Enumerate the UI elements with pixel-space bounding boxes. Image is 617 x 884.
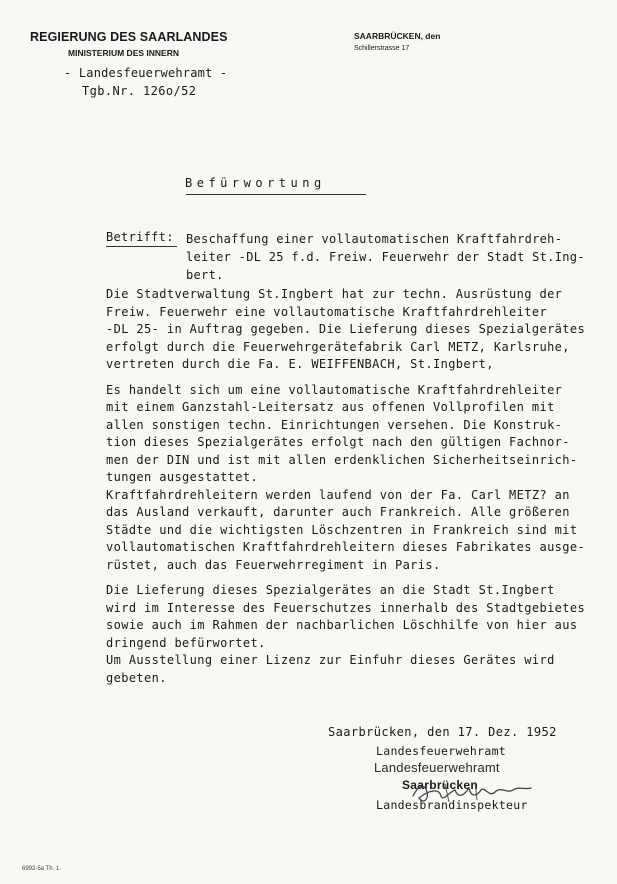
body-line: vollautomatischen Kraftfahrdrehleitern dieses Fabrikates ausge- (106, 540, 586, 554)
paragraph (106, 286, 606, 374)
signatory-office: Landesfeuerwehramt (376, 744, 507, 758)
body-line: Es handelt sich um eine vollautomatische Kraftfahrdrehleiter (106, 382, 563, 397)
body-line: men der DIN und ist mit allen erdenklichen Sicherheitseinrich- (106, 452, 578, 467)
body-line: dringend befürwortet. (106, 635, 266, 650)
print-code: 6992-5a Th. 1. (22, 866, 61, 872)
date-line: Saarbrücken, den 17. Dez. 1952 (328, 725, 557, 739)
body-line: Freiw. Feuerwehr eine vollautomatische Kraftfahrdrehleiter (106, 304, 548, 319)
body-line: das Ausland verkauft, darunter auch Frankreich. Alle größeren (106, 505, 570, 519)
subject-line: leiter -DL 25 f.d. Freiw. Feuerwehr der Stadt St.Ing- (186, 250, 585, 264)
body-line: Die Stadtverwaltung St.Ingbert hat zur techn. Ausrüstung der (106, 287, 563, 301)
body-line: sowie auch im Rahmen der nachbarlichen Löschhilfe von hier aus (106, 618, 578, 632)
body-line: allen sonstigen techn. Einrichtungen versehen. Die Konstruk- (106, 417, 563, 432)
subject-label: Betrifft: (106, 230, 174, 244)
stamp-city: Saarbrücken (402, 778, 479, 792)
letterhead-city: SAARBRÜCKEN, den (354, 31, 441, 41)
body-line: Um Ausstellung einer Lizenz zur Einfuhr dieses Gerätes wird (106, 653, 555, 667)
signatory-title: Landesbrandinspekteur (376, 798, 528, 812)
body-line: Die Lieferung dieses Spezialgerätes an die Stadt St.Ingbert (106, 583, 555, 597)
body-line: vertreten durch die Fa. E. WEIFFENBACH, St.Ingbert, (106, 357, 494, 371)
body-line: -DL 25- in Auftrag gegeben. Die Lieferung dieses Spezialgerätes (106, 322, 586, 336)
body-line: Städte und die wichtigsten Löschzentren in Frankreich sind mit (106, 522, 578, 537)
letter-body (106, 286, 606, 687)
body-line: gebeten. (106, 670, 167, 685)
letterhead-street: Schillerstrasse 17 (354, 45, 410, 52)
organization-name: REGIERUNG DES SAARLANDES (30, 30, 228, 44)
subject-line: bert. (186, 268, 224, 282)
body-line: Kraftfahrdrehleitern werden laufend von der Fa. Carl METZ? an (106, 487, 570, 502)
body-line: rüstet, auch das Feuerwehrregiment in Paris. (106, 557, 441, 572)
title-underline (186, 194, 366, 195)
subject-line: Beschaffung einer vollautomatischen Kraftfahrdreh- (186, 232, 563, 246)
office-name: - Landesfeuerwehramt - (64, 66, 228, 80)
ministry-name: MINISTERIUM DES INNERN (68, 48, 179, 58)
subject-underline (106, 246, 177, 247)
document-title: Befürwortung (185, 176, 326, 190)
body-line: tungen ausgestattet. (106, 470, 259, 484)
paragraph (106, 582, 606, 687)
body-line: erfolgt durch die Feuerwehrgerätefabrik Carl METZ, Karlsruhe, (106, 339, 570, 354)
reference-number: Tgb.Nr. 126o/52 (82, 84, 197, 98)
paragraph (106, 382, 606, 575)
subject-text (186, 230, 585, 284)
body-line: mit einem Ganzstahl-Leitersatz aus offenen Vollprofilen mit (106, 400, 555, 414)
stamp-office: Landesfeuerwehramt (374, 760, 500, 775)
body-line: tion dieses Spezialgerätes erfolgt nach den gültigen Fachnor- (106, 435, 570, 449)
body-line: wird im Interesse des Feuerschutzes innerhalb des Stadtgebietes (106, 600, 586, 615)
